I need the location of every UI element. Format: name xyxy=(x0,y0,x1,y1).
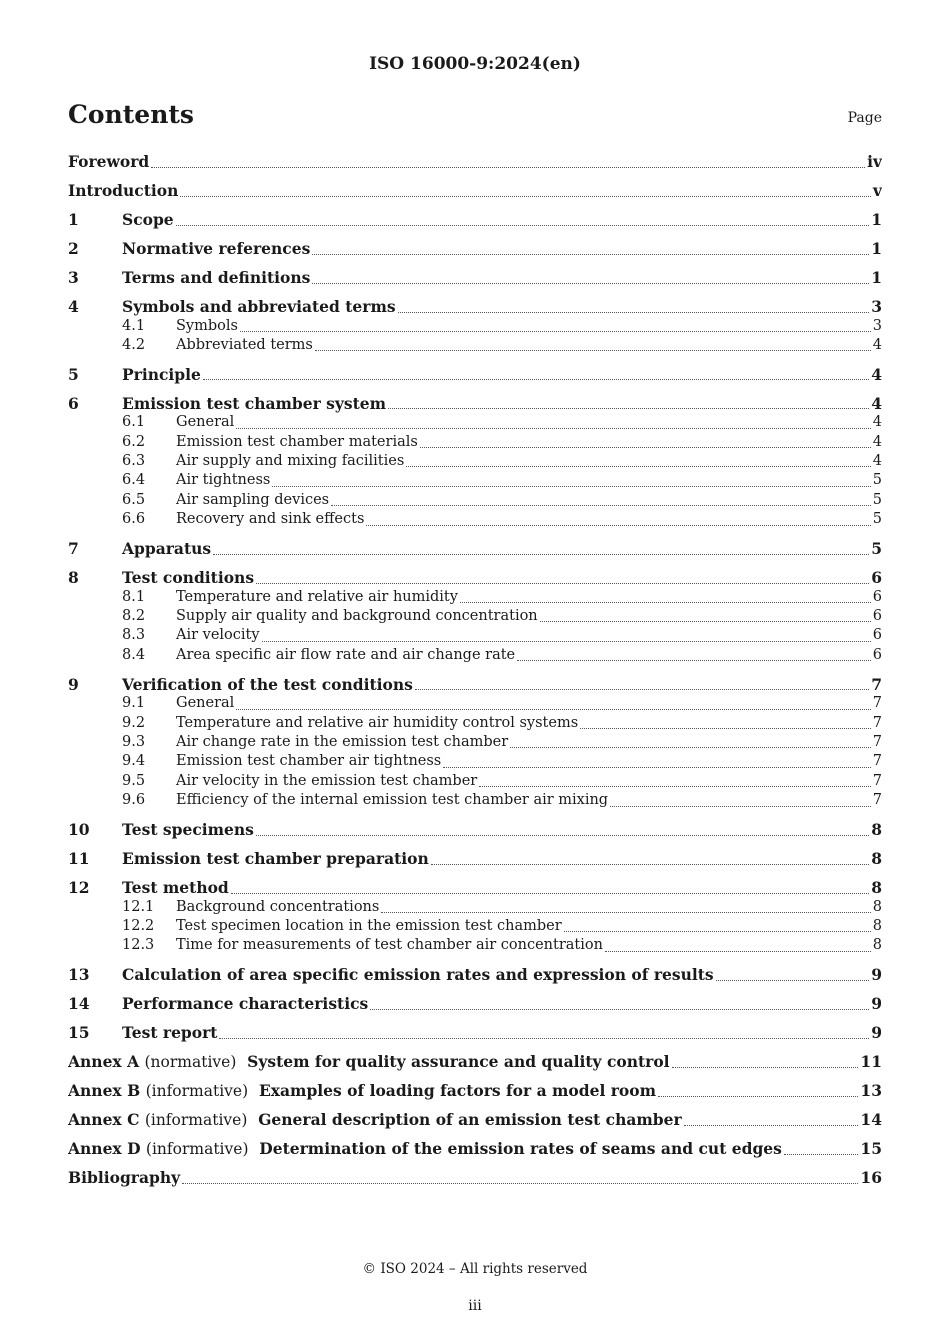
toc-section-title: Emission test chamber materials xyxy=(176,433,418,450)
toc-spacer xyxy=(68,869,882,879)
toc-subentry[interactable] xyxy=(68,936,882,955)
toc-leader-dots xyxy=(315,349,871,351)
toc-section-title: Supply air quality and background concentration xyxy=(176,608,538,625)
toc-leader-dots xyxy=(256,834,869,836)
toc-subentry[interactable] xyxy=(68,317,882,336)
toc-section-title: Test specimens xyxy=(122,820,254,840)
toc-section-number: 9 xyxy=(68,674,79,694)
toc-section-number: 14 xyxy=(68,994,90,1014)
toc-leader-dots xyxy=(605,950,871,952)
toc-leader-dots xyxy=(398,311,870,313)
toc-leader-dots xyxy=(213,553,869,555)
toc-leader-dots xyxy=(716,979,870,981)
table-of-contents xyxy=(68,152,882,1188)
toc-section-number: 3 xyxy=(68,268,79,287)
toc-section-title: Emission test chamber air tightness xyxy=(176,753,442,770)
toc-spacer xyxy=(68,1159,882,1169)
toc-subentry[interactable] xyxy=(68,588,882,607)
toc-entry[interactable] xyxy=(68,568,882,588)
toc-section-number: 4 xyxy=(68,297,79,316)
toc-annex-title: General description of an emission test chamber xyxy=(258,1110,682,1130)
toc-section-number: 13 xyxy=(68,965,90,985)
toc-section-title: Normative references xyxy=(122,239,311,258)
toc-leader-dots xyxy=(684,1124,859,1126)
toc-page-number: 6 xyxy=(871,568,882,588)
toc-page-number: 8 xyxy=(872,937,882,954)
toc-page-number: 4 xyxy=(871,393,882,413)
toc-page-number: 7 xyxy=(872,714,882,731)
toc-spacer xyxy=(68,530,882,540)
toc-spacer xyxy=(68,1130,882,1140)
toc-section-title: Foreword xyxy=(68,152,150,171)
toc-spacer xyxy=(68,1072,882,1082)
toc-section-number: 6.1 xyxy=(122,414,146,431)
toc-annex-label xyxy=(68,1139,782,1159)
toc-leader-dots xyxy=(312,282,869,284)
toc-subentry[interactable] xyxy=(68,646,882,665)
toc-section-number: 7 xyxy=(68,539,79,559)
header-doc-id: ISO 16000-9:2024(en) xyxy=(369,54,581,74)
toc-spacer xyxy=(68,985,882,995)
toc-section-title: Apparatus xyxy=(122,539,212,559)
footer-page-number: iii xyxy=(468,1298,482,1314)
toc-section-title: Recovery and sink effects xyxy=(176,511,365,528)
toc-section-number: 6.5 xyxy=(122,491,146,508)
toc-subentry[interactable] xyxy=(68,752,882,771)
toc-leader-dots xyxy=(272,485,870,487)
toc-page-number: 8 xyxy=(871,878,882,898)
toc-leader-dots xyxy=(415,688,869,690)
toc-entry[interactable] xyxy=(68,181,882,201)
footer-copyright: © ISO 2024 – All rights reserved xyxy=(362,1261,588,1277)
toc-entry[interactable] xyxy=(68,539,882,559)
toc-section-number: 6.6 xyxy=(122,511,146,528)
toc-section-number: 9.6 xyxy=(122,792,146,809)
toc-annex-id: Annex D xyxy=(68,1139,141,1159)
toc-leader-dots xyxy=(388,407,869,409)
toc-page-number: 6 xyxy=(872,646,882,663)
toc-page-number: 7 xyxy=(872,695,882,712)
toc-annex-label xyxy=(68,1081,656,1101)
toc-section-number: 6.3 xyxy=(122,453,146,470)
page-column-label: Page xyxy=(847,110,882,126)
toc-page-number: 4 xyxy=(872,414,882,431)
toc-entry[interactable] xyxy=(68,820,882,840)
toc-section-number: 8.3 xyxy=(122,627,146,644)
toc-entry[interactable] xyxy=(68,268,882,288)
toc-page-number: 4 xyxy=(871,364,882,384)
toc-section-title: Background concentrations xyxy=(176,898,380,915)
toc-page-number: 14 xyxy=(860,1110,882,1130)
toc-subentry[interactable] xyxy=(68,694,882,713)
toc-section-number: 12.3 xyxy=(122,937,155,954)
toc-leader-dots xyxy=(366,524,870,526)
toc-spacer xyxy=(68,172,882,182)
toc-spacer xyxy=(68,840,882,850)
toc-leader-dots xyxy=(236,708,870,710)
toc-page-number: 5 xyxy=(871,539,882,559)
page-title: Contents xyxy=(68,100,195,129)
toc-leader-dots xyxy=(236,427,870,429)
toc-section-number: 12.1 xyxy=(122,898,155,915)
toc-section-number: 9.5 xyxy=(122,772,146,789)
toc-leader-dots xyxy=(331,504,871,506)
toc-section-number: 8.2 xyxy=(122,608,146,625)
toc-page-number: 5 xyxy=(872,491,882,508)
toc-leader-dots xyxy=(381,911,870,913)
toc-subentry[interactable] xyxy=(68,733,882,752)
toc-section-title: Air tightness xyxy=(176,472,271,489)
toc-section-number: 8 xyxy=(68,568,79,588)
toc-section-title: Performance characteristics xyxy=(122,994,369,1014)
toc-section-number: 8.4 xyxy=(122,646,146,663)
toc-section-number: 2 xyxy=(68,239,79,258)
toc-leader-dots xyxy=(151,166,865,168)
toc-leader-dots xyxy=(203,378,869,380)
toc-entry[interactable] xyxy=(68,394,882,414)
toc-page-number: 7 xyxy=(872,792,882,809)
toc-section-title: Area specific air flow rate and air change rate xyxy=(176,646,516,663)
toc-subentry[interactable] xyxy=(68,607,882,626)
toc-section-number: 5 xyxy=(68,364,79,384)
toc-section-number: 12 xyxy=(68,878,90,898)
toc-spacer xyxy=(68,1101,882,1111)
toc-subentry[interactable] xyxy=(68,452,882,471)
toc-annex-label xyxy=(68,1110,682,1130)
toc-annex-type: (informative) xyxy=(144,1111,248,1130)
toc-section-number: 6 xyxy=(68,393,79,413)
toc-spacer xyxy=(68,230,882,240)
toc-section-title: Efficiency of the internal emission test chamber air mixing xyxy=(176,792,609,809)
toc-section-number: 6.4 xyxy=(122,472,146,489)
toc-spacer xyxy=(68,288,882,298)
toc-section-number: 4.1 xyxy=(122,317,146,334)
toc-page-number: iv xyxy=(867,152,882,171)
toc-section-title: Symbols xyxy=(176,317,238,334)
toc-page-number: 3 xyxy=(871,297,882,316)
toc-subentry[interactable] xyxy=(68,898,882,917)
toc-section-title: Air supply and mixing facilities xyxy=(176,453,405,470)
toc-page-number: 6 xyxy=(872,627,882,644)
toc-section-title: Test conditions xyxy=(122,568,255,588)
toc-section-title: Test report xyxy=(122,1023,218,1043)
toc-section-title: Test method xyxy=(122,878,229,898)
toc-page-number: 8 xyxy=(872,898,882,915)
toc-page-number: 3 xyxy=(872,317,882,334)
toc-spacer xyxy=(68,1014,882,1024)
toc-subentry[interactable] xyxy=(68,772,882,791)
toc-leader-dots xyxy=(540,620,871,622)
toc-leader-dots xyxy=(431,863,869,865)
toc-section-number: 10 xyxy=(68,820,90,840)
toc-subentry[interactable] xyxy=(68,336,882,355)
toc-section-number: 8.1 xyxy=(122,588,146,605)
toc-leader-dots xyxy=(231,892,869,894)
toc-entry[interactable] xyxy=(68,297,882,317)
toc-page-number: 4 xyxy=(872,453,882,470)
toc-page-number: 16 xyxy=(860,1168,882,1188)
toc-page-number: 6 xyxy=(872,588,882,605)
toc-leader-dots xyxy=(658,1095,858,1097)
toc-leader-dots xyxy=(784,1153,859,1155)
toc-leader-dots xyxy=(182,1182,858,1184)
toc-section-title: Terms and definitions xyxy=(122,268,311,287)
toc-annex-title: System for quality assurance and quality control xyxy=(247,1052,670,1072)
toc-leader-dots xyxy=(610,805,871,807)
toc-page-number: 7 xyxy=(871,674,882,694)
toc-page-number: 9 xyxy=(871,1023,882,1043)
toc-annex-label xyxy=(68,1052,670,1072)
toc-section-title: Scope xyxy=(122,210,174,229)
toc-leader-dots xyxy=(176,224,870,226)
toc-page-number: 1 xyxy=(871,239,882,258)
toc-entry[interactable] xyxy=(68,1139,882,1159)
toc-subentry[interactable] xyxy=(68,413,882,432)
toc-leader-dots xyxy=(406,465,870,467)
toc-leader-dots xyxy=(420,446,871,448)
toc-entry[interactable] xyxy=(68,878,882,898)
toc-spacer xyxy=(68,201,882,211)
toc-section-title: Air velocity in the emission test chamber xyxy=(176,772,478,789)
toc-spacer xyxy=(68,355,882,365)
toc-leader-dots xyxy=(262,640,871,642)
toc-leader-dots xyxy=(312,253,869,255)
toc-section-number: 9.3 xyxy=(122,733,146,750)
toc-entry[interactable] xyxy=(68,1110,882,1130)
toc-section-number: 1 xyxy=(68,210,79,229)
toc-section-number: 6.2 xyxy=(122,433,146,450)
toc-entry[interactable] xyxy=(68,675,882,695)
toc-entry[interactable] xyxy=(68,1168,882,1188)
toc-section-title: Calculation of area specific emission rates and expression of results xyxy=(122,965,714,985)
toc-leader-dots xyxy=(564,930,871,932)
toc-section-title: Emission test chamber system xyxy=(122,393,387,413)
toc-entry[interactable] xyxy=(68,152,882,172)
toc-leader-dots xyxy=(219,1037,869,1039)
toc-page-number: 7 xyxy=(872,753,882,770)
toc-section-number: 9.4 xyxy=(122,753,146,770)
toc-subentry[interactable] xyxy=(68,471,882,490)
toc-entry[interactable] xyxy=(68,210,882,230)
toc-section-title: Bibliography xyxy=(68,1168,181,1188)
toc-entry[interactable] xyxy=(68,239,882,259)
toc-leader-dots xyxy=(479,785,871,787)
toc-annex-id: Annex A xyxy=(68,1052,140,1072)
toc-page-number: 4 xyxy=(872,336,882,353)
toc-page-number: 11 xyxy=(860,1052,882,1072)
toc-section-title: Air change rate in the emission test chamber xyxy=(176,733,509,750)
toc-leader-dots xyxy=(580,727,871,729)
toc-leader-dots xyxy=(672,1066,859,1068)
toc-section-title: Emission test chamber preparation xyxy=(122,849,429,869)
toc-page-number: 4 xyxy=(872,433,882,450)
toc-annex-id: Annex B xyxy=(68,1081,141,1101)
toc-annex-type: (informative) xyxy=(145,1082,249,1101)
toc-page-number: 9 xyxy=(871,965,882,985)
toc-subentry[interactable] xyxy=(68,491,882,510)
toc-section-title: Abbreviated terms xyxy=(176,336,313,353)
toc-annex-type: (normative) xyxy=(144,1053,237,1072)
toc-entry[interactable] xyxy=(68,1052,882,1072)
toc-section-title: Air velocity xyxy=(176,627,260,644)
toc-section-title: General xyxy=(176,695,235,712)
toc-page-number: 5 xyxy=(872,472,882,489)
toc-subentry[interactable] xyxy=(68,433,882,452)
toc-annex-title: Examples of loading factors for a model room xyxy=(258,1081,656,1101)
toc-section-title: Verification of the test conditions xyxy=(122,674,413,694)
toc-page-number: 13 xyxy=(860,1081,882,1101)
toc-section-number: 4.2 xyxy=(122,336,146,353)
toc-section-title: Introduction xyxy=(68,181,179,200)
toc-subentry[interactable] xyxy=(68,791,882,810)
toc-entry[interactable] xyxy=(68,1023,882,1043)
toc-page-number: v xyxy=(872,181,882,200)
toc-page-number: 1 xyxy=(871,210,882,229)
toc-spacer xyxy=(68,956,882,966)
toc-section-title: Test specimen location in the emission test chamber xyxy=(176,917,562,934)
toc-section-number: 11 xyxy=(68,849,90,869)
toc-section-number: 9.2 xyxy=(122,714,146,731)
toc-annex-id: Annex C xyxy=(68,1110,140,1130)
toc-page-number: 5 xyxy=(872,511,882,528)
toc-entry[interactable] xyxy=(68,365,882,385)
toc-leader-dots xyxy=(460,601,871,603)
toc-leader-dots xyxy=(180,195,871,197)
toc-page-number: 1 xyxy=(871,268,882,287)
toc-entry[interactable] xyxy=(68,849,882,869)
toc-page-number: 6 xyxy=(872,608,882,625)
toc-section-title: Symbols and abbreviated terms xyxy=(122,297,396,316)
toc-page-number: 8 xyxy=(872,917,882,934)
toc-page-number: 8 xyxy=(871,849,882,869)
toc-page-number: 7 xyxy=(872,733,882,750)
toc-leader-dots xyxy=(370,1008,869,1010)
toc-section-title: Temperature and relative air humidity xyxy=(176,588,458,605)
toc-subentry[interactable] xyxy=(68,510,882,529)
toc-entry[interactable] xyxy=(68,965,882,985)
toc-subentry[interactable] xyxy=(68,714,882,733)
toc-subentry[interactable] xyxy=(68,917,882,936)
toc-leader-dots xyxy=(256,582,869,584)
toc-entry[interactable] xyxy=(68,1081,882,1101)
toc-leader-dots xyxy=(510,746,871,748)
toc-page-number: 9 xyxy=(871,994,882,1014)
toc-spacer xyxy=(68,559,882,569)
toc-leader-dots xyxy=(443,766,871,768)
toc-section-number: 15 xyxy=(68,1023,90,1043)
toc-annex-type: (informative) xyxy=(145,1140,249,1159)
toc-spacer xyxy=(68,259,882,269)
toc-section-title: Temperature and relative air humidity control systems xyxy=(176,714,579,731)
toc-page-number: 8 xyxy=(871,820,882,840)
toc-page-number: 15 xyxy=(860,1139,882,1159)
toc-spacer xyxy=(68,1043,882,1053)
toc-section-number: 12.2 xyxy=(122,917,155,934)
toc-section-number: 9.1 xyxy=(122,695,146,712)
toc-spacer xyxy=(68,384,882,394)
toc-leader-dots xyxy=(517,659,871,661)
toc-spacer xyxy=(68,665,882,675)
toc-section-title: General xyxy=(176,414,235,431)
toc-annex-title: Determination of the emission rates of seams and cut edges xyxy=(259,1139,782,1159)
toc-section-title: Principle xyxy=(122,364,201,384)
toc-leader-dots xyxy=(240,330,871,332)
toc-section-title: Time for measurements of test chamber air concentration xyxy=(176,937,603,954)
toc-entry[interactable] xyxy=(68,994,882,1014)
toc-spacer xyxy=(68,811,882,821)
toc-subentry[interactable] xyxy=(68,626,882,645)
toc-section-title: Air sampling devices xyxy=(176,491,330,508)
toc-page-number: 7 xyxy=(872,772,882,789)
